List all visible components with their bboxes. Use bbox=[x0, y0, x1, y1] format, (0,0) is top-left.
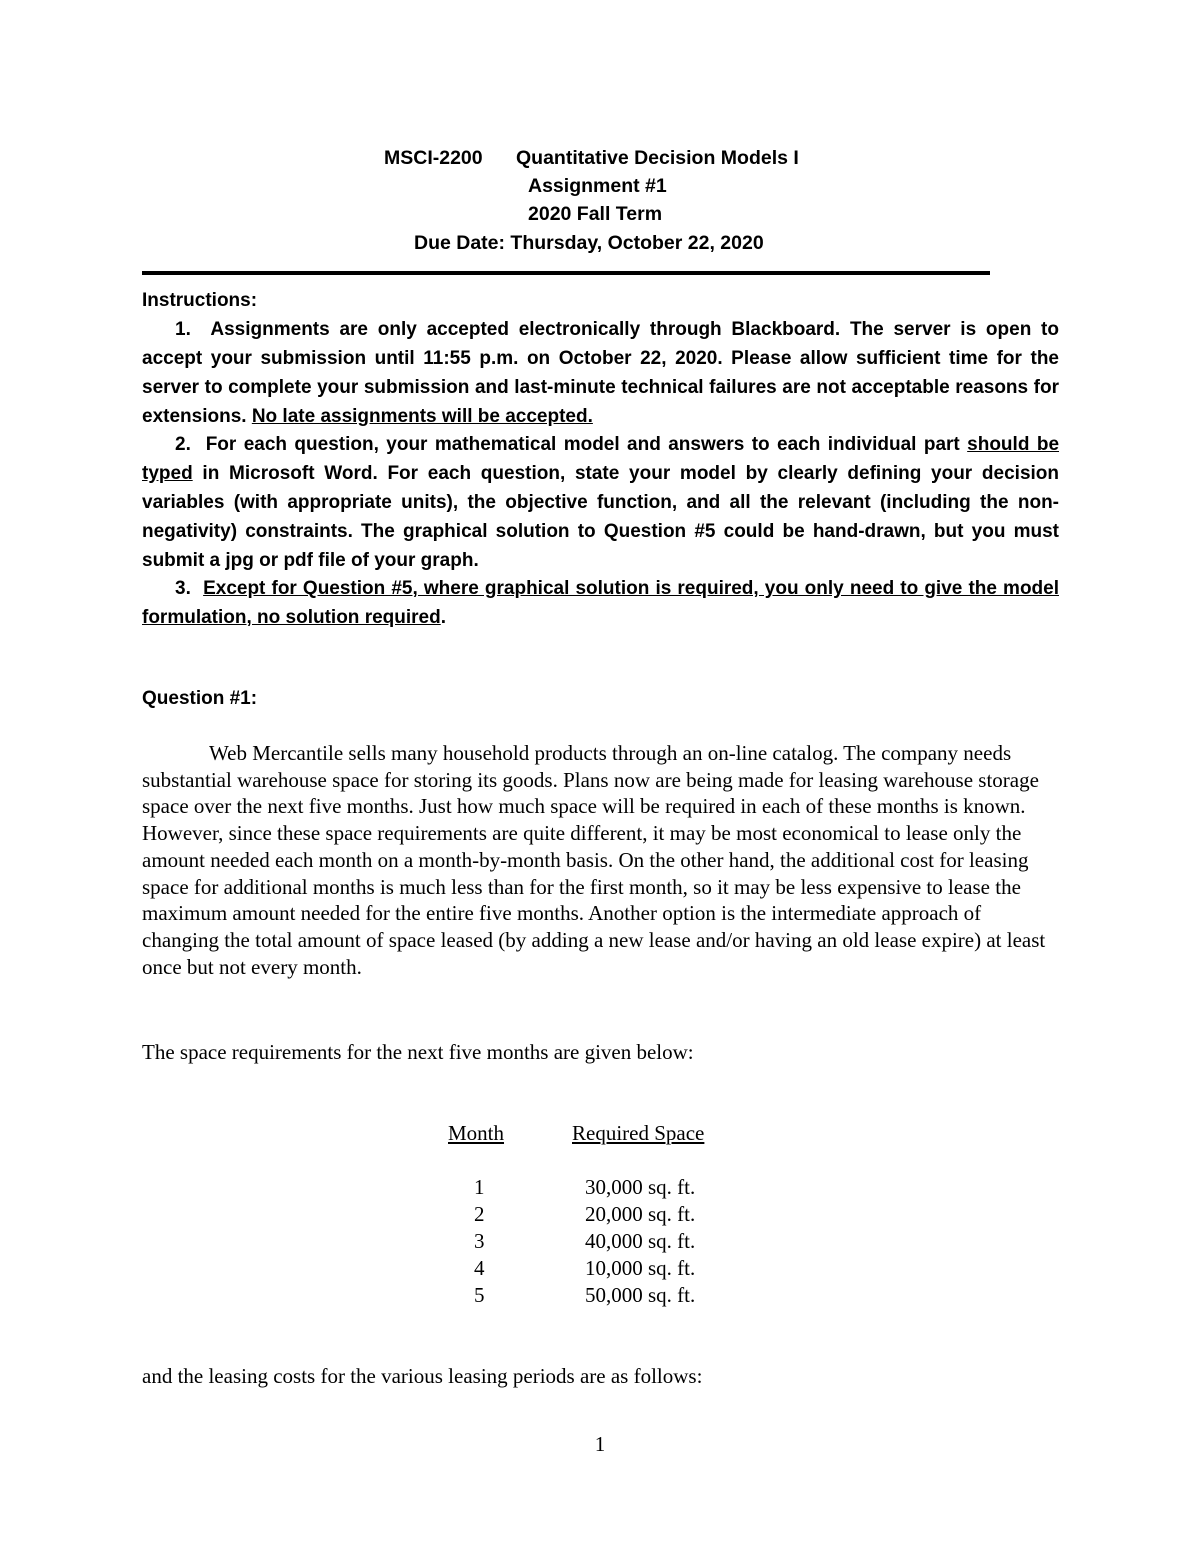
instruction-1-number: 1. bbox=[175, 319, 191, 340]
instruction-3-number: 3. bbox=[175, 578, 191, 599]
course-title: Quantitative Decision Models I bbox=[516, 147, 799, 169]
table-row-1-month: 1 bbox=[474, 1175, 485, 1199]
table-row-4-month: 4 bbox=[474, 1256, 485, 1280]
table-row-5-space: 50,000 sq. ft. bbox=[585, 1283, 696, 1307]
instruction-1-underlined: No late assignments will be accepted. bbox=[251, 406, 593, 427]
table-row-4-space: 10,000 sq. ft. bbox=[585, 1256, 696, 1280]
instruction-2-number: 2. bbox=[175, 434, 191, 455]
page-number: 1 bbox=[594, 1432, 606, 1456]
instruction-item-3 bbox=[142, 574, 1059, 632]
instruction-2-text-b: in Microsoft Word. For each question, state your model by clearly defining your decision variables (with appropriate units), the objective function, and all the relevant (including the non-negativity) constraints. The graphical solution to Question #5 could be hand-drawn, but you must submit a jpg or pdf file of your graph. bbox=[142, 463, 1060, 571]
table-row-2-month: 2 bbox=[474, 1202, 485, 1226]
course-code: MSCI-2200 bbox=[384, 147, 483, 169]
instruction-1-text: Assignments are only accepted electronically through Blackboard. The server is open to accept your submission until 11:55 p.m. on October 22, 2020. Please allow sufficient time for the server to complete your submission and last-minute technical failures are not acceptable reasons for extensions. bbox=[142, 319, 1059, 427]
table-row-2-space: 20,000 sq. ft. bbox=[585, 1202, 696, 1226]
instruction-item-2 bbox=[142, 430, 1059, 575]
term-label: 2020 Fall Term bbox=[528, 203, 663, 225]
table-row-5-month: 5 bbox=[474, 1283, 485, 1307]
assignment-title: Assignment #1 bbox=[528, 175, 667, 197]
instruction-3-underlined: Except for Question #5, where graphical solution is required, you only need to give the model formulation, no solution required bbox=[142, 578, 1059, 628]
instruction-2-underlined: should be typed bbox=[142, 434, 1060, 484]
due-date: Due Date: Thursday, October 22, 2020 bbox=[414, 232, 764, 254]
header-divider bbox=[142, 271, 990, 275]
leasing-costs-intro: and the leasing costs for the various leasing periods are as follows: bbox=[142, 1364, 703, 1388]
table-row-1-space: 30,000 sq. ft. bbox=[585, 1175, 696, 1199]
table-header-required-space: Required Space bbox=[572, 1121, 705, 1145]
table-header-month: Month bbox=[448, 1121, 505, 1145]
table-row-3-month: 3 bbox=[474, 1229, 485, 1253]
question-1-body: Web Mercantile sells many household products through an on-line catalog. The company needs substantial warehouse space for storing its goods. Plans now are being made for leasing warehouse storage space over the next five months. Just how much space will be required in each of these months is known. However, since these space requirements are quite different, it may be most economical to lease only the amount needed each month on a month-by-month basis. On the other hand, the additional cost for leasing space for additional months is much less than for the first month, so it may be less expensive to lease the maximum amount needed for the entire five months. Another option is the intermediate approach of changing the total amount of space leased (by adding a new lease and/or having an old lease expire) at least once but not every month. bbox=[142, 741, 1046, 979]
instruction-item-1 bbox=[142, 315, 1059, 431]
question-1-heading: Question #1: bbox=[142, 688, 258, 709]
question-1-paragraph bbox=[142, 740, 1062, 980]
table-row-3-space: 40,000 sq. ft. bbox=[585, 1229, 696, 1253]
instructions-heading: Instructions: bbox=[142, 290, 258, 311]
instruction-3-end: . bbox=[440, 607, 446, 628]
instruction-2-text-a: For each question, your mathematical model and answers to each individual part bbox=[205, 434, 960, 455]
space-requirements-intro: The space requirements for the next five months are given below: bbox=[142, 1040, 694, 1064]
